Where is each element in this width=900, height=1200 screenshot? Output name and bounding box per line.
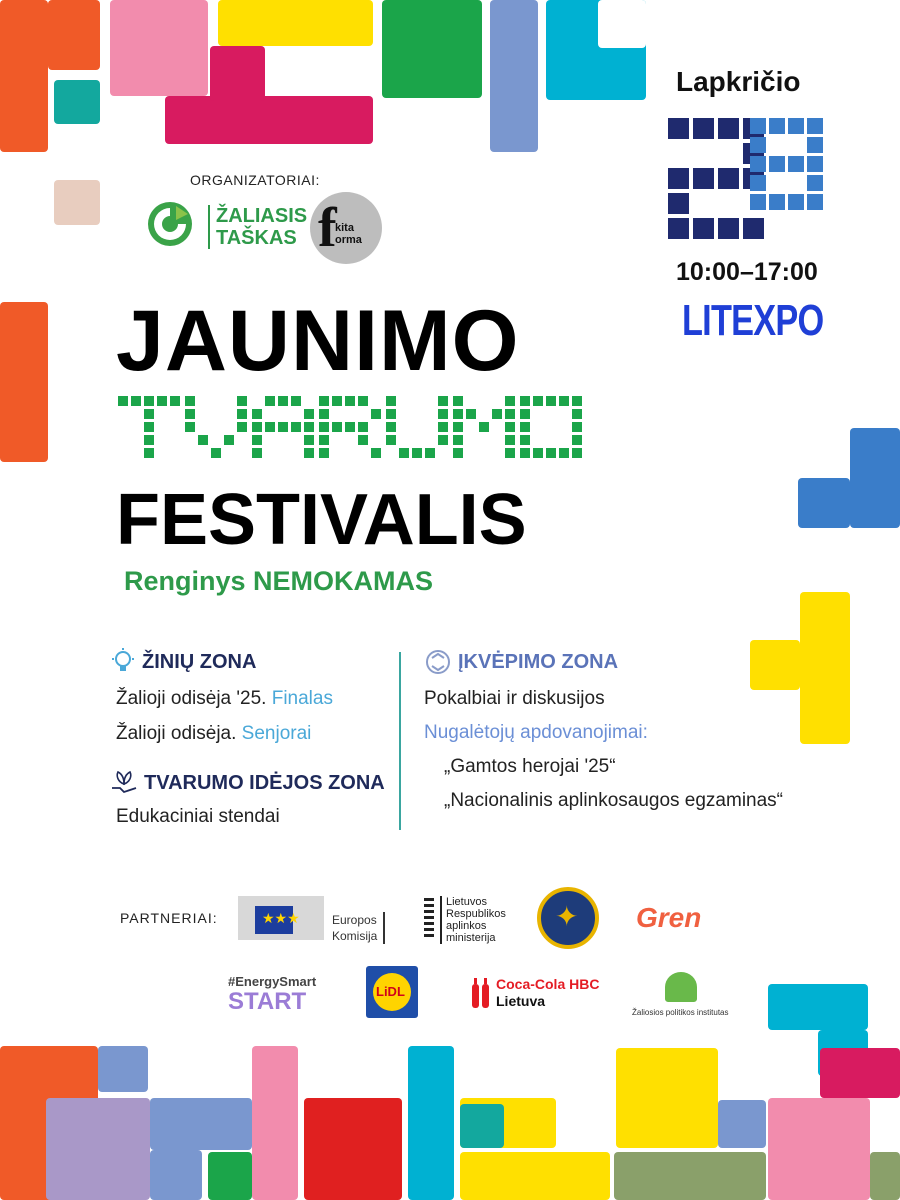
zinu-zona: [110, 648, 395, 745]
zinu-item-2: [116, 723, 395, 745]
title-pixel: [278, 422, 288, 432]
zinu-item-1: [116, 688, 395, 710]
day-pixel: [668, 118, 689, 139]
min-line2: Respublikos: [446, 908, 506, 920]
title-pixel: [291, 396, 301, 406]
title-pixel: [332, 396, 342, 406]
zinu-zona-title: ŽINIŲ ZONA: [142, 650, 257, 673]
kf-line1: kita: [335, 222, 354, 234]
title-pixel: [546, 448, 556, 458]
zinu-item-1-text: Žalioji odisėja '25.: [116, 688, 272, 709]
recycle-globe-icon: [424, 648, 452, 676]
ikvepimo-line2: Nugalėtojų apdovanojimai:: [424, 722, 648, 743]
day-pixel: [668, 218, 689, 239]
organizers-label: ORGANIZATORIAI:: [190, 172, 320, 188]
title-pixel: [438, 422, 448, 432]
deco-block: [718, 1100, 766, 1148]
title-pixel: [319, 409, 329, 419]
title-pixel: [505, 448, 515, 458]
deco-block: [408, 1046, 454, 1200]
min-line1: Lietuvos: [446, 896, 487, 908]
title-pixel: [252, 409, 262, 419]
coca-cola-text: [496, 976, 599, 1010]
title-pixel: [572, 422, 582, 432]
deco-block: [252, 1046, 298, 1200]
title-pixel: [520, 435, 530, 445]
title-pixel: [144, 396, 154, 406]
title-pixel: [505, 409, 515, 419]
kita-forma-f-icon: f: [318, 197, 337, 259]
title-pixel: [572, 409, 582, 419]
zinu-item-1-highlight: Finalas: [271, 688, 333, 709]
day-pixel: [807, 175, 823, 191]
title-pixel: [505, 422, 515, 432]
zaliasis-taskas-name: [208, 205, 307, 249]
coke-bottle-icon: [470, 976, 492, 1010]
zpi-leaf-icon: [665, 972, 697, 1002]
eu-stars: ★★★: [262, 910, 300, 926]
date-month: Lapkričio: [676, 66, 801, 97]
zinu-item-2-text: Žalioji odisėja.: [116, 723, 242, 744]
title-pixel: [559, 448, 569, 458]
day-pixel: [693, 218, 714, 239]
zaliasis-taskas-logo: [146, 200, 194, 248]
deco-block: [614, 1152, 766, 1200]
title-pixel: [358, 396, 368, 406]
zt-line1: ŽALIASIS: [216, 205, 308, 227]
title-pixel: [224, 435, 234, 445]
title-pixel: [520, 422, 530, 432]
title-pixel: [211, 448, 221, 458]
title-pixel: [278, 396, 288, 406]
title-pixel: [438, 435, 448, 445]
day-pixel: [769, 194, 785, 210]
deco-block: [768, 1098, 870, 1200]
deco-block: [98, 1046, 148, 1092]
deco-block: [0, 302, 48, 462]
deco-block: [490, 0, 538, 152]
title-pixel: [237, 409, 247, 419]
eu-commission-text: [332, 912, 385, 944]
title-pixel: [438, 396, 448, 406]
title-pixel: [425, 448, 435, 458]
title-pixel: [399, 448, 409, 458]
min-line3: aplinkos: [446, 920, 487, 932]
title-pixel: [118, 396, 128, 406]
title-pixel: [265, 422, 275, 432]
digit-two: [668, 118, 764, 239]
eu-line1: Europos: [332, 913, 377, 927]
coke-line2: Lietuva: [496, 993, 546, 1009]
day-pixel: [693, 168, 714, 189]
day-pixel: [807, 156, 823, 172]
deco-block: [850, 428, 900, 528]
partners-label: PARTNERIAI:: [120, 910, 218, 926]
title-pixel: [144, 409, 154, 419]
title-pixel: [546, 396, 556, 406]
energysmart-line1: #EnergySmart: [228, 974, 317, 989]
title-pixel: [144, 448, 154, 458]
title-line1: JAUNIMO: [116, 293, 520, 389]
deco-block: [616, 1048, 718, 1148]
title-pixel: [304, 435, 314, 445]
title-pixel: [185, 422, 195, 432]
title-pixel: [144, 422, 154, 432]
day-pixel: [668, 168, 689, 189]
zpi-text: Žaliosios politikos institutas: [632, 1008, 729, 1017]
day-pixel: [750, 194, 766, 210]
ikvepimo-line3: „Gamtos herojai '25“: [444, 756, 616, 777]
deco-block: [460, 1104, 504, 1148]
title-pixel: [304, 409, 314, 419]
title-pixel: [520, 448, 530, 458]
title-pixel: [438, 409, 448, 419]
zone-divider: [399, 652, 401, 830]
title-line2-pixel: [118, 396, 588, 476]
title-pixel: [371, 448, 381, 458]
seal-star-icon: ✦: [555, 901, 579, 932]
title-pixel: [157, 396, 167, 406]
title-pixel: [291, 422, 301, 432]
date-time: 10:00–17:00: [676, 258, 818, 286]
min-line4: ministerija: [446, 932, 496, 944]
tvarumo-ideju-zona: [110, 770, 395, 828]
ikvepimo-line1: Pokalbiai ir diskusijos: [424, 688, 605, 709]
title-pixel: [453, 435, 463, 445]
title-pixel: [453, 448, 463, 458]
deco-block: [460, 1152, 610, 1200]
ikvepimo-line4: „Nacionalinis aplinkosaugos egzaminas“: [444, 790, 784, 811]
title-pixel: [319, 448, 329, 458]
recycle-logo-icon: [146, 200, 194, 248]
day-pixel: [807, 137, 823, 153]
day-pixel: [750, 175, 766, 191]
title-pixel: [386, 409, 396, 419]
title-pixel: [505, 435, 515, 445]
title-pixel: [572, 448, 582, 458]
title-pixel: [319, 422, 329, 432]
digit-eight: [750, 118, 823, 210]
title-pixel: [371, 409, 381, 419]
deco-block: [54, 80, 100, 124]
ikvepimo-zona-title: ĮKVĖPIMO ZONA: [458, 650, 619, 673]
deco-block: [110, 0, 208, 96]
tvarumo-item-1: Edukaciniai stendai: [116, 806, 280, 827]
title-pixel: [453, 422, 463, 432]
day-pixel: [807, 194, 823, 210]
title-pixel: [237, 396, 247, 406]
deco-block: [304, 1098, 402, 1200]
deco-block: [820, 1048, 900, 1098]
title-pixel: [319, 435, 329, 445]
title-pixel: [265, 396, 275, 406]
title-pixel: [453, 396, 463, 406]
deco-block: [46, 1098, 150, 1200]
day-pixel: [668, 193, 689, 214]
deco-block: [768, 984, 868, 1030]
deco-block: [798, 478, 850, 528]
title-pixel: [237, 422, 247, 432]
title-pixel: [533, 448, 543, 458]
day-pixel: [788, 118, 804, 134]
title-pixel: [533, 396, 543, 406]
plant-hand-icon: [110, 770, 138, 796]
kita-forma-text: [335, 222, 362, 246]
deco-block: [165, 96, 373, 144]
title-pixel: [345, 396, 355, 406]
title-pixel: [131, 396, 141, 406]
deco-block: [0, 0, 48, 152]
title-pixel: [358, 422, 368, 432]
title-pixel: [170, 396, 180, 406]
deco-block: [210, 46, 265, 101]
title-pixel: [559, 396, 569, 406]
title-pixel: [520, 409, 530, 419]
ministry-emblem-icon: [424, 898, 434, 938]
lidl-text: LiDL: [376, 984, 405, 999]
day-pixel: [693, 118, 714, 139]
day-pixel: [718, 168, 739, 189]
zt-line2: TAŠKAS: [216, 227, 297, 249]
title-pixel: [466, 409, 476, 419]
title-pixel: [185, 409, 195, 419]
day-pixel: [769, 118, 785, 134]
title-pixel: [412, 448, 422, 458]
title-pixel: [386, 422, 396, 432]
date-day-pixel: [668, 118, 826, 242]
title-pixel: [572, 435, 582, 445]
title-pixel: [198, 435, 208, 445]
ministry-text: [440, 896, 506, 944]
deco-block: [218, 0, 373, 46]
day-pixel: [743, 218, 764, 239]
day-pixel: [788, 194, 804, 210]
title-line3: FESTIVALIS: [116, 480, 527, 560]
gren-logo: Gren: [636, 902, 702, 933]
deco-block: [54, 180, 100, 225]
day-pixel: [788, 156, 804, 172]
title-pixel: [386, 396, 396, 406]
eu-line2: Komisija: [332, 929, 378, 943]
title-pixel: [252, 435, 262, 445]
title-pixel: [520, 396, 530, 406]
deco-block: [870, 1152, 900, 1200]
title-pixel: [345, 422, 355, 432]
title-pixel: [304, 448, 314, 458]
free-event-subtitle: Renginys NEMOKAMAS: [124, 566, 434, 596]
title-pixel: [505, 396, 515, 406]
kf-line2: orma: [335, 234, 362, 246]
deco-block: [48, 0, 100, 70]
deco-block: [150, 1150, 202, 1200]
title-pixel: [492, 409, 502, 419]
day-pixel: [750, 156, 766, 172]
coke-line1: Coca-Cola HBC: [496, 976, 600, 992]
zinu-item-2-highlight: Senjorai: [241, 723, 312, 744]
title-pixel: [185, 396, 195, 406]
deco-block: [382, 0, 482, 98]
lightbulb-icon: [110, 648, 136, 676]
day-pixel: [750, 118, 766, 134]
title-pixel: [332, 422, 342, 432]
deco-block: [208, 1152, 252, 1200]
day-pixel: [750, 137, 766, 153]
title-pixel: [319, 396, 329, 406]
day-pixel: [718, 218, 739, 239]
title-pixel: [252, 448, 262, 458]
title-pixel: [386, 435, 396, 445]
title-pixel: [453, 409, 463, 419]
venue-logo: LITEXPO: [682, 296, 824, 345]
title-pixel: [252, 422, 262, 432]
ikvepimo-zona: [424, 648, 854, 812]
day-pixel: [769, 156, 785, 172]
title-pixel: [479, 422, 489, 432]
deco-block: [150, 1098, 252, 1150]
day-pixel: [807, 118, 823, 134]
title-pixel: [358, 435, 368, 445]
title-pixel: [572, 396, 582, 406]
deco-block: [598, 0, 646, 48]
title-pixel: [304, 422, 314, 432]
tvarumo-zona-title: TVARUMO IDĖJOS ZONA: [144, 771, 385, 794]
title-pixel: [144, 435, 154, 445]
energysmart-line2: START: [228, 988, 307, 1015]
day-pixel: [718, 118, 739, 139]
